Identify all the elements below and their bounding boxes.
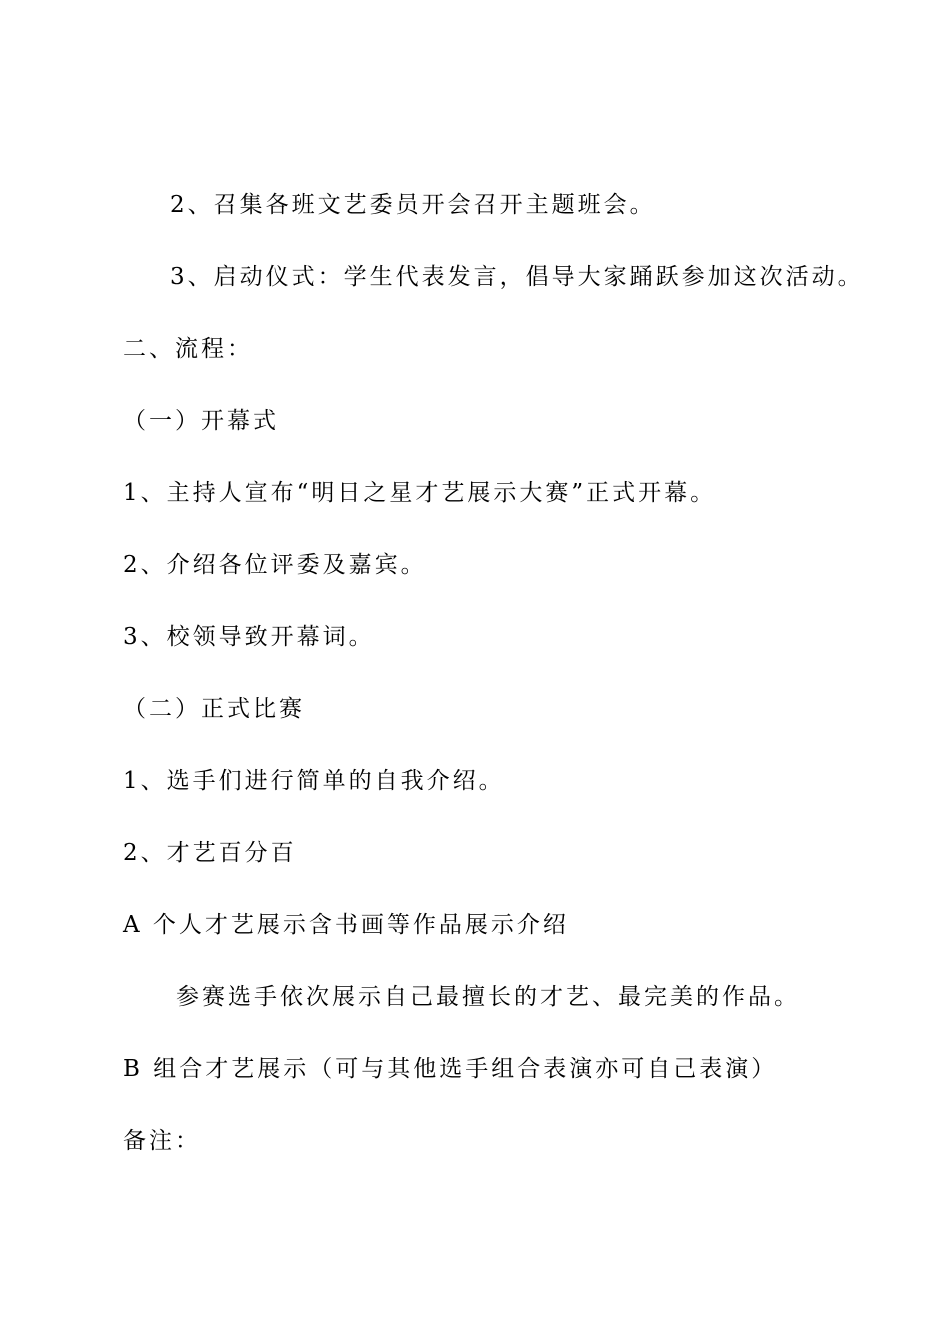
paragraph-line: 3、启动仪式：学生代表发言，倡导大家踊跃参加这次活动。 xyxy=(170,264,864,290)
paragraph-line: 3、校领导致开幕词。 xyxy=(123,624,375,650)
section-heading: 二、流程： xyxy=(123,336,253,362)
paragraph-line: 参赛选手依次展示自己最擅长的才艺、最完美的作品。 xyxy=(176,984,800,1010)
paragraph-line: A 个人才艺展示含书画等作品展示介绍 xyxy=(123,912,569,938)
paragraph-line: 2、介绍各位评委及嘉宾。 xyxy=(123,552,427,578)
paragraph-line: 2、召集各班文艺委员开会召开主题班会。 xyxy=(170,192,656,218)
subsection-heading: （二）正式比赛 xyxy=(123,696,305,722)
paragraph-line: 1、选手们进行简单的自我介绍。 xyxy=(123,768,505,794)
paragraph-line: 1、主持人宣布“明日之星才艺展示大赛”正式开幕。 xyxy=(123,480,717,506)
note-label: 备注： xyxy=(123,1128,201,1154)
paragraph-line: B 组合才艺展示（可与其他选手组合表演亦可自己表演） xyxy=(123,1056,778,1082)
subsection-heading: （一）开幕式 xyxy=(123,408,279,434)
paragraph-line: 2、才艺百分百 xyxy=(123,840,297,866)
